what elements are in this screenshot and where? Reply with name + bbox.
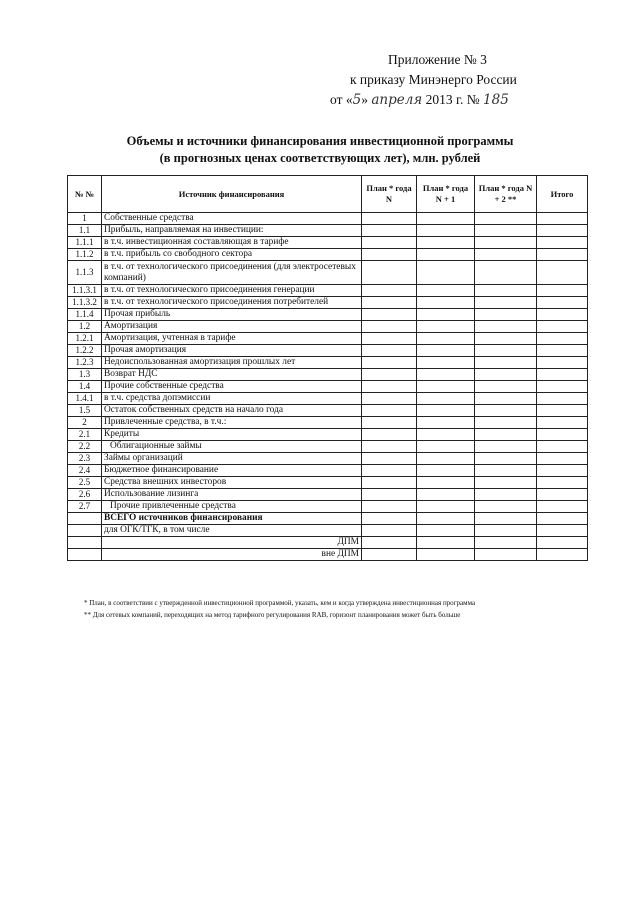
table-row [68, 333, 588, 345]
value-cell [362, 453, 417, 465]
value-cell [537, 489, 588, 501]
value-cell [475, 309, 537, 321]
value-cell [417, 393, 475, 405]
table-row [68, 465, 588, 477]
row-label: в т.ч. средства допэмиссии [102, 393, 362, 405]
value-cell [362, 285, 417, 297]
table-row [68, 237, 588, 249]
row-label: Бюджетное финансирование [102, 465, 362, 477]
value-cell [537, 381, 588, 393]
row-label: Облигационные займы [102, 441, 362, 453]
row-label: Привлеченные средства, в т.ч.: [102, 417, 362, 429]
row-number [68, 525, 102, 537]
row-label: ВСЕГО источников финансирования [102, 513, 362, 525]
value-cell [537, 369, 588, 381]
col-header-plan-n1: План * года N + 1 [417, 176, 475, 213]
value-cell [475, 525, 537, 537]
value-cell [537, 501, 588, 513]
table-row [68, 453, 588, 465]
value-cell [475, 345, 537, 357]
table-row [68, 549, 588, 561]
value-cell [475, 501, 537, 513]
value-cell [417, 537, 475, 549]
row-label: Остаток собственных средств на начало года [102, 405, 362, 417]
handwritten-day: 5 [352, 92, 362, 108]
order-reference: к приказу Минэнерго России [350, 72, 517, 87]
value-cell [475, 393, 537, 405]
row-number: 2 [68, 417, 102, 429]
value-cell [417, 357, 475, 369]
row-number: 1.1.4 [68, 309, 102, 321]
row-label: Амортизация [102, 321, 362, 333]
table-row [68, 489, 588, 501]
value-cell [417, 309, 475, 321]
table-row [68, 513, 588, 525]
row-number: 1.1 [68, 225, 102, 237]
row-number: 1.1.1 [68, 237, 102, 249]
value-cell [417, 489, 475, 501]
table-row [68, 261, 588, 285]
value-cell [537, 345, 588, 357]
value-cell [475, 249, 537, 261]
table-row [68, 381, 588, 393]
value-cell [537, 309, 588, 321]
financing-table [67, 175, 588, 561]
value-cell [475, 429, 537, 441]
row-number: 2.2 [68, 441, 102, 453]
row-number: 2.4 [68, 465, 102, 477]
table-row [68, 225, 588, 237]
value-cell [417, 453, 475, 465]
value-cell [417, 417, 475, 429]
value-cell [475, 549, 537, 561]
row-label: Возврат НДС [102, 369, 362, 381]
row-number: 2.5 [68, 477, 102, 489]
value-cell [417, 213, 475, 225]
value-cell [362, 309, 417, 321]
value-cell [417, 441, 475, 453]
row-number: 2.1 [68, 429, 102, 441]
value-cell [537, 321, 588, 333]
table-row [68, 477, 588, 489]
table-row [68, 345, 588, 357]
value-cell [475, 369, 537, 381]
value-cell [417, 549, 475, 561]
value-cell [475, 465, 537, 477]
row-label: Кредиты [102, 429, 362, 441]
value-cell [537, 429, 588, 441]
row-label: Собственные средства [102, 213, 362, 225]
value-cell [417, 525, 475, 537]
value-cell [362, 345, 417, 357]
row-label: Прочая амортизация [102, 345, 362, 357]
value-cell [362, 333, 417, 345]
value-cell [417, 501, 475, 513]
value-cell [475, 537, 537, 549]
value-cell [537, 465, 588, 477]
value-cell [475, 477, 537, 489]
date-year: 2013 г. № [422, 92, 484, 107]
value-cell [417, 381, 475, 393]
col-header-plan-n2: План * года N + 2 ** [475, 176, 537, 213]
value-cell [475, 453, 537, 465]
table-row [68, 405, 588, 417]
col-header-number: № № [68, 176, 102, 213]
value-cell [537, 285, 588, 297]
value-cell [362, 261, 417, 285]
value-cell [537, 477, 588, 489]
value-cell [537, 453, 588, 465]
handwritten-month: апреля [371, 92, 423, 108]
value-cell [537, 333, 588, 345]
row-number [68, 537, 102, 549]
value-cell [362, 525, 417, 537]
row-number: 1.2.3 [68, 357, 102, 369]
row-number: 1.3 [68, 369, 102, 381]
value-cell [362, 417, 417, 429]
row-label: для ОГК/ТГК, в том числе [102, 525, 362, 537]
value-cell [537, 549, 588, 561]
table-row [68, 429, 588, 441]
footnote-2: ** Для сетевых компаний, переходящих на метод тарифного регулирования RAB, горизонт планирования может быть больше [84, 611, 461, 619]
value-cell [362, 489, 417, 501]
value-cell [362, 213, 417, 225]
value-cell [362, 249, 417, 261]
table-row [68, 297, 588, 309]
value-cell [362, 297, 417, 309]
value-cell [417, 477, 475, 489]
table-row [68, 249, 588, 261]
value-cell [417, 237, 475, 249]
row-label: ДПМ [102, 537, 362, 549]
footnotes [84, 597, 584, 621]
row-label: Амортизация, учтенная в тарифе [102, 333, 362, 345]
row-number: 2.7 [68, 501, 102, 513]
row-label: Прочие собственные средства [102, 381, 362, 393]
value-cell [537, 393, 588, 405]
value-cell [362, 225, 417, 237]
row-number: 1.2.1 [68, 333, 102, 345]
value-cell [537, 225, 588, 237]
value-cell [362, 357, 417, 369]
value-cell [475, 417, 537, 429]
value-cell [362, 441, 417, 453]
value-cell [362, 501, 417, 513]
value-cell [417, 513, 475, 525]
value-cell [417, 333, 475, 345]
value-cell [362, 381, 417, 393]
row-number: 1.4 [68, 381, 102, 393]
row-number: 1.1.2 [68, 249, 102, 261]
value-cell [475, 405, 537, 417]
value-cell [537, 357, 588, 369]
row-label: Средства внешних инвесторов [102, 477, 362, 489]
value-cell [417, 261, 475, 285]
value-cell [537, 249, 588, 261]
title-line-2: (в прогнозных ценах соответствующих лет), млн. рублей [159, 151, 481, 165]
row-number: 1.1.3 [68, 261, 102, 285]
value-cell [475, 381, 537, 393]
value-cell [417, 465, 475, 477]
row-number: 1.2.2 [68, 345, 102, 357]
table-row [68, 441, 588, 453]
table-row [68, 357, 588, 369]
table-body [68, 213, 588, 561]
value-cell [475, 297, 537, 309]
row-number [68, 513, 102, 525]
value-cell [362, 405, 417, 417]
value-cell [475, 213, 537, 225]
title-line-1: Объемы и источники финансирования инвестиционной программы [126, 134, 514, 148]
value-cell [537, 213, 588, 225]
value-cell [362, 549, 417, 561]
value-cell [417, 225, 475, 237]
row-label: вне ДПМ [102, 549, 362, 561]
value-cell [417, 405, 475, 417]
row-label: Использование лизинга [102, 489, 362, 501]
row-label: Прочие привлеченные средства [102, 501, 362, 513]
row-label: в т.ч. от технологического присоединения генерации [102, 285, 362, 297]
value-cell [475, 285, 537, 297]
row-number: 1.1.3.2 [68, 297, 102, 309]
table-row [68, 285, 588, 297]
value-cell [417, 285, 475, 297]
value-cell [417, 297, 475, 309]
value-cell [537, 525, 588, 537]
row-number: 1.5 [68, 405, 102, 417]
row-label: в т.ч. от технологического присоединения потребителей [102, 297, 362, 309]
row-number: 2.6 [68, 489, 102, 501]
table-row [68, 525, 588, 537]
row-number: 1.2 [68, 321, 102, 333]
appendix-number: Приложение № 3 [388, 52, 487, 67]
row-label: Прочая прибыль [102, 309, 362, 321]
document-title [0, 133, 640, 167]
value-cell [362, 537, 417, 549]
table-row [68, 309, 588, 321]
value-cell [362, 429, 417, 441]
value-cell [362, 513, 417, 525]
table-row [68, 501, 588, 513]
col-header-source: Источник финансирования [102, 176, 362, 213]
value-cell [475, 237, 537, 249]
row-label: Займы организаций [102, 453, 362, 465]
row-label: Недоиспользованная амортизация прошлых лет [102, 357, 362, 369]
handwritten-order-number: 185 [483, 92, 509, 108]
value-cell [537, 513, 588, 525]
value-cell [537, 237, 588, 249]
table-header-row [68, 176, 588, 213]
value-cell [475, 357, 537, 369]
value-cell [417, 369, 475, 381]
value-cell [362, 477, 417, 489]
date-mid: » [361, 92, 372, 107]
value-cell [537, 297, 588, 309]
row-number: 1.1.3.1 [68, 285, 102, 297]
value-cell [362, 369, 417, 381]
value-cell [537, 441, 588, 453]
value-cell [475, 513, 537, 525]
row-label: в т.ч. прибыль со свободного сектора [102, 249, 362, 261]
value-cell [475, 225, 537, 237]
table-row [68, 417, 588, 429]
value-cell [537, 537, 588, 549]
value-cell [475, 321, 537, 333]
value-cell [475, 333, 537, 345]
table-row [68, 369, 588, 381]
table-row [68, 393, 588, 405]
document-header [330, 50, 580, 110]
order-date-line [330, 90, 580, 110]
table-row [68, 213, 588, 225]
value-cell [417, 345, 475, 357]
table-row [68, 321, 588, 333]
value-cell [537, 261, 588, 285]
value-cell [362, 393, 417, 405]
value-cell [362, 465, 417, 477]
date-prefix: от « [330, 92, 353, 107]
value-cell [417, 249, 475, 261]
table-row [68, 537, 588, 549]
row-number [68, 549, 102, 561]
value-cell [475, 441, 537, 453]
row-label: в т.ч. от технологического присоединения (для электросетевых компаний) [102, 261, 362, 285]
row-label: Прибыль, направляемая на инвестиции: [102, 225, 362, 237]
value-cell [537, 417, 588, 429]
value-cell [475, 261, 537, 285]
value-cell [362, 321, 417, 333]
value-cell [362, 237, 417, 249]
value-cell [537, 405, 588, 417]
row-number: 1 [68, 213, 102, 225]
row-number: 2.3 [68, 453, 102, 465]
value-cell [417, 321, 475, 333]
col-header-total: Итого [537, 176, 588, 213]
footnote-1: * План, в соответствии с утвержденной инвестиционной программой, указать, кем и когда утверждена инвестиционная программа [84, 599, 476, 607]
row-number: 1.4.1 [68, 393, 102, 405]
row-label: в т.ч. инвестиционная составляющая в тарифе [102, 237, 362, 249]
col-header-plan-n: План * года N [362, 176, 417, 213]
value-cell [417, 429, 475, 441]
value-cell [475, 489, 537, 501]
